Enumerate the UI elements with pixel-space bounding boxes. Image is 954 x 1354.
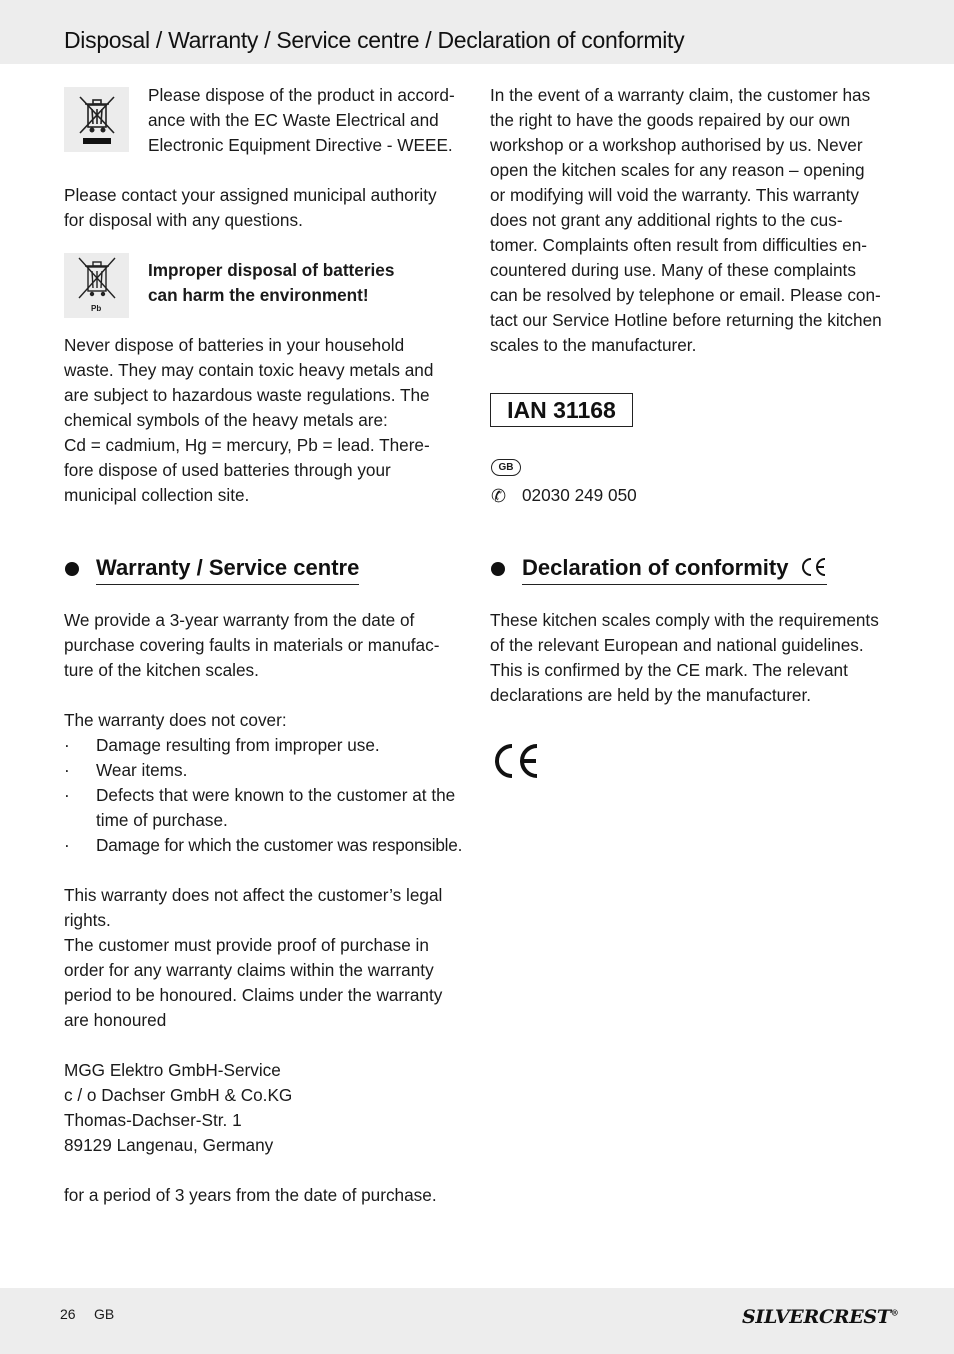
text-line: open the kitchen scales for any reason – opening bbox=[490, 160, 865, 180]
claim-text bbox=[490, 83, 882, 358]
list-item: · Wear items. bbox=[64, 760, 188, 780]
text-line: waste. They may contain toxic heavy metals and bbox=[64, 360, 434, 380]
conformity-title-text: Declaration of conformity bbox=[522, 555, 789, 580]
section-bullet bbox=[65, 562, 79, 576]
contact-text bbox=[64, 183, 437, 233]
service-address bbox=[64, 1058, 292, 1158]
text-line: ance with the EC Waste Electrical and bbox=[148, 110, 439, 130]
text-line: These kitchen scales comply with the requirements bbox=[490, 610, 879, 630]
text-line: does not grant any additional rights to the cus- bbox=[490, 210, 843, 230]
list-item: · Damage for which the customer was responsible. bbox=[64, 835, 463, 855]
phone-number: 02030 249 050 bbox=[522, 485, 637, 505]
page-language: GB bbox=[94, 1306, 115, 1322]
text-line: of the relevant European and national guidelines. bbox=[490, 635, 864, 655]
text-line: the right to have the goods repaired by our own bbox=[490, 110, 851, 130]
conformity-text bbox=[490, 608, 879, 708]
text-line: tomer. Complaints often result from difficulties en- bbox=[490, 235, 868, 255]
text-line: period to be honoured. Claims under the warranty bbox=[64, 985, 443, 1005]
battery-warning bbox=[148, 258, 394, 308]
text-line: Never dispose of batteries in your household bbox=[64, 335, 405, 355]
legal-text bbox=[64, 883, 442, 1033]
text-line: We provide a 3-year warranty from the date of bbox=[64, 610, 415, 630]
text-line: Cd = cadmium, Hg = mercury, Pb = lead. There- bbox=[64, 435, 430, 455]
weee-bin-icon bbox=[64, 87, 129, 152]
page-header bbox=[0, 0, 954, 64]
text-line: are subject to hazardous waste regulations. The bbox=[64, 385, 430, 405]
ce-mark-icon bbox=[799, 556, 827, 578]
text-line: or modifying will void the warranty. This warranty bbox=[490, 185, 860, 205]
warranty-section-title: Warranty / Service centre bbox=[96, 555, 359, 585]
text-line: are honoured bbox=[64, 1010, 167, 1030]
text-line: Please dispose of the product in accord- bbox=[148, 85, 455, 105]
battery-symbol-label: Pb bbox=[91, 304, 102, 313]
text-line: scales to the manufacturer. bbox=[490, 335, 697, 355]
page-title: Disposal / Warranty / Service centre / Declaration of conformity bbox=[64, 27, 685, 53]
country-badge: GB bbox=[491, 459, 521, 476]
text-line: c / o Dachser GmbH & Co.KG bbox=[64, 1085, 293, 1105]
text-line: In the event of a warranty claim, the customer has bbox=[490, 85, 871, 105]
text-line: rights. bbox=[64, 910, 111, 930]
not-cover-heading bbox=[64, 708, 287, 733]
text-line: municipal collection site. bbox=[64, 485, 250, 505]
ce-mark-large-icon bbox=[490, 742, 542, 780]
text-line: ture of the kitchen scales. bbox=[64, 660, 259, 680]
brand-logo bbox=[742, 1306, 898, 1328]
text-line: This is confirmed by the CE mark. The relevant bbox=[490, 660, 848, 680]
page-number: 26 bbox=[60, 1306, 76, 1322]
text-line: tact our Service Hotline before returning the kitchen bbox=[490, 310, 882, 330]
warranty-intro bbox=[64, 608, 439, 683]
brand-mark: ® bbox=[890, 1307, 899, 1318]
conformity-section-title bbox=[522, 555, 827, 585]
text-line: This warranty does not affect the customer’s legal bbox=[64, 885, 443, 905]
brand-left: SILVER bbox=[742, 1306, 819, 1328]
text-line: Please contact your assigned municipal authority bbox=[64, 185, 437, 205]
section-bullet bbox=[491, 562, 505, 576]
text-line: chemical symbols of the heavy metals are: bbox=[64, 410, 388, 430]
text-line: fore dispose of used batteries through your bbox=[64, 460, 391, 480]
brand-right: CREST bbox=[818, 1306, 891, 1328]
text-line: 89129 Langenau, Germany bbox=[64, 1135, 274, 1155]
text-line: Improper disposal of batteries bbox=[148, 260, 395, 280]
text-line: purchase covering faults in materials or manufac- bbox=[64, 635, 440, 655]
text-line: for disposal with any questions. bbox=[64, 210, 303, 230]
text-line: MGG Elektro GmbH-Service bbox=[64, 1060, 281, 1080]
period-text bbox=[64, 1183, 437, 1208]
text-line: workshop or a workshop authorised by us. Never bbox=[490, 135, 863, 155]
text-line: Thomas-Dachser-Str. 1 bbox=[64, 1110, 242, 1130]
text-line: can harm the environment! bbox=[148, 285, 369, 305]
ian-box: IAN 31168 bbox=[490, 393, 633, 427]
text-line: can be resolved by telephone or email. Please con- bbox=[490, 285, 881, 305]
text-line: The customer must provide proof of purchase in bbox=[64, 935, 429, 955]
text-line: The warranty does not cover: bbox=[64, 710, 287, 730]
text-line: declarations are held by the manufacturer. bbox=[490, 685, 812, 705]
weee-text bbox=[148, 83, 455, 158]
text-line: Electronic Equipment Directive - WEEE. bbox=[148, 135, 453, 155]
list-item: · Damage resulting from improper use. bbox=[64, 735, 380, 755]
battery-bin-icon bbox=[64, 253, 129, 318]
text-line: countered during use. Many of these complaints bbox=[490, 260, 856, 280]
text-line: order for any warranty claims within the warranty bbox=[64, 960, 434, 980]
list-item: · Defects that were known to the customer at the time of purchase. bbox=[64, 785, 456, 830]
text-line: for a period of 3 years from the date of purchase. bbox=[64, 1185, 437, 1205]
battery-text bbox=[64, 333, 433, 508]
phone-icon: ✆ bbox=[491, 486, 507, 506]
